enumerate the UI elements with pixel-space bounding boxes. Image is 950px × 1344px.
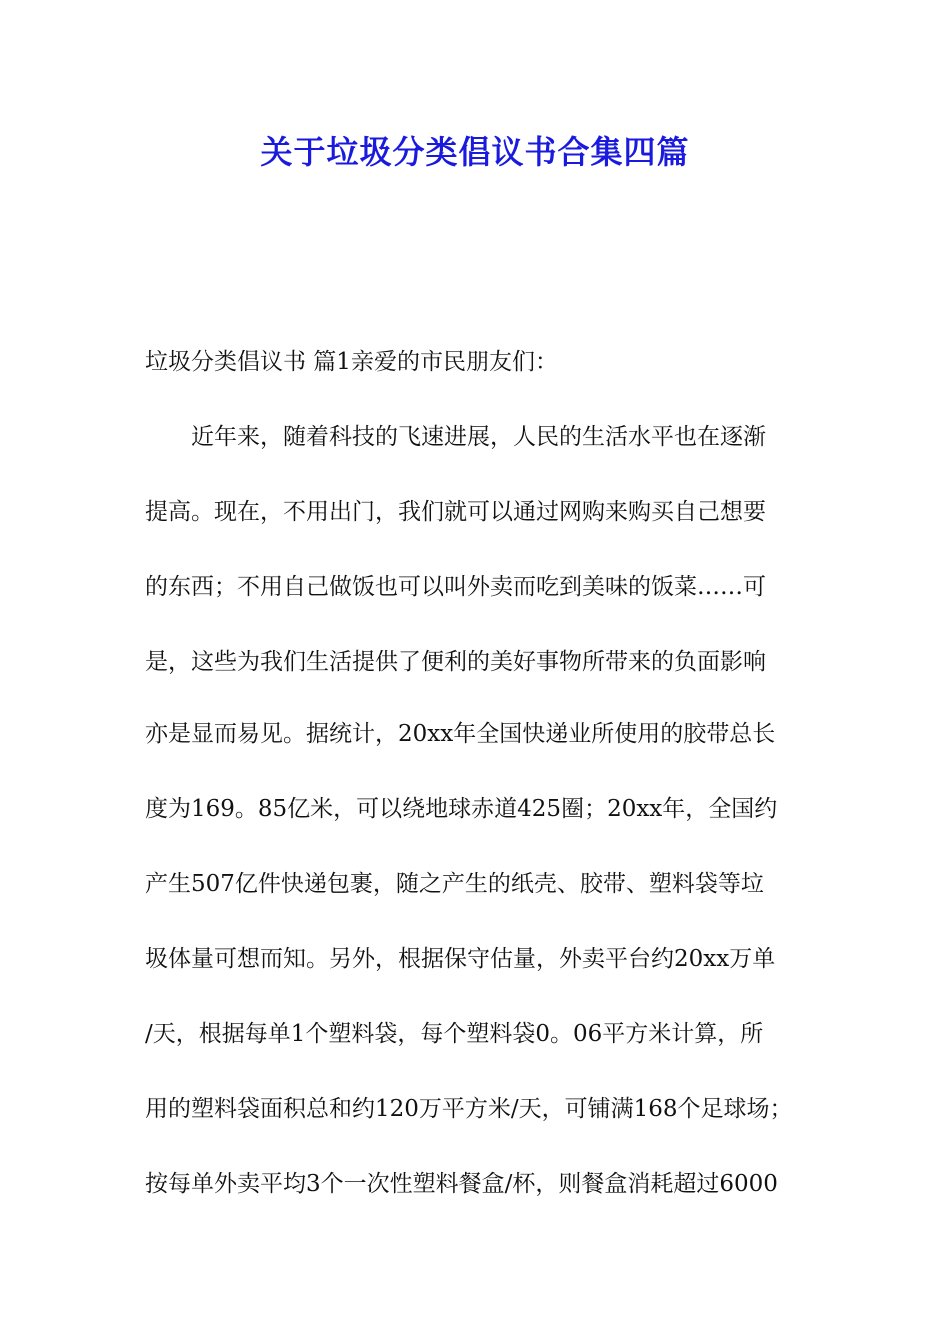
paragraph-line-11: 按每单外卖平均3个一次性塑料餐盒/杯，则餐盒消耗超过6000 xyxy=(145,1171,778,1197)
paragraph-line-6: 度为169。85亿米，可以绕地球赤道425圈；20xx年，全国约 xyxy=(145,796,778,822)
paragraph-line-1: 近年来，随着科技的飞速进展，人民的生活水平也在逐渐 xyxy=(191,424,766,450)
paragraph-line-9: /天，根据每单1个塑料袋，每个塑料袋0。06平方米计算，所 xyxy=(145,1021,764,1047)
paragraph-line-5: 亦是显而易见。据统计，20xx年全国快递业所使用的胶带总长 xyxy=(145,721,776,747)
paragraph-line-10: 用的塑料袋面积总和约120万平方米/天，可铺满168个足球场； xyxy=(145,1096,793,1122)
paragraph-line-7: 产生507亿件快递包裹，随之产生的纸壳、胶带、塑料袋等垃 xyxy=(145,871,764,897)
document-title: 关于垃圾分类倡议书合集四篇 xyxy=(260,133,690,171)
heading-line: 垃圾分类倡议书 篇1亲爱的市民朋友们： xyxy=(145,349,558,375)
paragraph-line-8: 圾体量可想而知。另外，根据保守估量，外卖平台约20xx万单 xyxy=(145,946,776,972)
paragraph-line-3: 的东西；不用自己做饭也可以叫外卖而吃到美味的饭菜……可 xyxy=(145,574,766,600)
paragraph-line-4: 是，这些为我们生活提供了便利的美好事物所带来的负面影响 xyxy=(145,649,766,675)
paragraph-line-2: 提高。现在，不用出门，我们就可以通过网购来购买自己想要 xyxy=(145,499,766,525)
